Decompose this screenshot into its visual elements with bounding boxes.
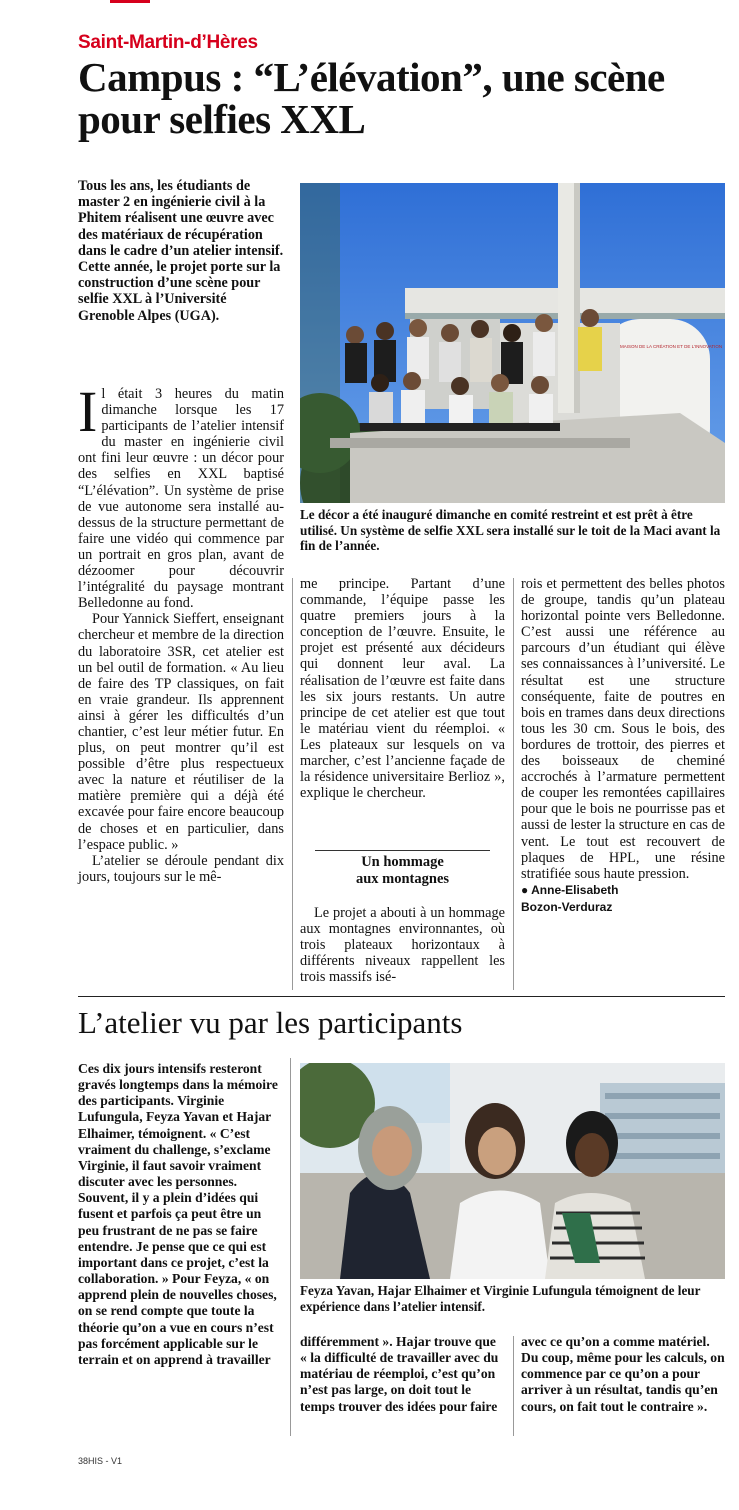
group-photo-illustration: [300, 183, 725, 503]
column-divider: [513, 578, 514, 990]
accent-bar: [110, 0, 150, 3]
participants-photo-illustration: [300, 1063, 725, 1279]
photo-1-caption: Le décor a été inauguré dimanche en comité restreint et est prêt à être utilisé. Un système de selfie XXL sera installé sur le toit de la Maci avant la fin de l’année.: [300, 507, 721, 553]
paragraph-3-start: L’atelier se déroule pendant dix jours, toujours sur le mê-: [78, 852, 284, 885]
photo-2-caption: Feyza Yavan, Hajar Elhaimer et Virginie Lufungula témoignent de leur expérience dans l’atelier intensif.: [300, 1283, 701, 1314]
column-divider: [290, 1058, 291, 1436]
article-lead: Tous les ans, les étudiants de master 2 en ingénierie civil à la Phitem réalisent une œuvre avec des matériaux de récupération dans le cadre d’un atelier intensif. Cette année, le projet porte sur la construction d’une scène pour selfie XXL à l’Université Grenoble Alpes (UGA).: [78, 178, 284, 324]
column-divider: [292, 578, 293, 990]
article-column-2-lower: [300, 905, 505, 985]
photo-three-participants: [300, 1063, 725, 1279]
page-code: 38HIS - V1: [78, 1456, 123, 1466]
paragraph-1: l était 3 heures du matin dimanche lorsque les 17 participants de l’atelier intensif du master en ingénierie civil ont fini leur œuvre : un décor pour des selfies en XXL baptisé “L’élévation”. Un système de prise de vue autonome sera installé au-dessus de la structure permettant de faire une vidéo qui commence par un portrait en gros plan, avant de dézoomer pour découvrir l’intégralité du paysage montrant Belledonne au fond.: [78, 386, 284, 612]
paragraph-3-continued: me principe. Partant d’une commande, l’équipe passe les quatre premiers jours à la conception de l’œuvre. Ensuite, le projet est présenté aux décideurs qui donnent leur aval. La réalisation de l’œuvre est faite dans les six jours restants. Un autre principe de cet atelier est que tout le matériau vient du réemploi. « Les plateaux sur lesquels on va marcher, c’est l’ancienne façade de la résidence universitaire Berlioz », explique le chercheur.: [300, 576, 505, 802]
paragraph-2: Pour Yannick Sieffert, enseignant chercheur et membre de la direction du laboratoire 3SR, cet atelier est un bel outil de formation. « Au lieu de faire des TP classiques, on fait en vraie grandeur. Ils apprennent ainsi à gérer les difficultés d’un chantier, c’est leur métier futur. En plus, on peut montrer qu’il est possible d’être plus respectueux avec la nature et réutiliser de la matière première qui a déjà été excavée pour faire encore beaucoup de choses et en particulier, dans l’espace public. »: [78, 611, 285, 853]
article-column-1: [78, 379, 285, 885]
section-2-column-1: Ces dix jours intensifs resteront gravés longtemps dans la mémoire des participants. Virginie Lufungula, Feyza Yavan et Hajar Elhaimer, témoignent. « C’est vraiment du challenge, s’exclame Virginie, il faut savoir vraiment discuter avec les personnes. Souvent, il y a plein d’idées qui fusent et parfois ça peut être un peu frustrant de ne pas se faire entendre. Je pense que ce qui est important dans ce projet, c’est la collaboration. » Pour Feyza, « on apprend plein de nouvelles choses, on se rend compte que toute la théorie qu’on a vue en cours n’est pas forcément applicable sur le terrain et on apprend à travailler: [78, 1061, 278, 1367]
location-kicker: Saint-Martin-d’Hères: [78, 32, 258, 53]
section-2-column-3: avec ce qu’on a comme matériel. Du coup, même pour les calculs, on commence par ce qu’on a pour arriver à un résultat, tandis qu’en cours, on fait tout le contraire ».: [521, 1334, 725, 1414]
building-sign: MAISON DE LA CRÉATION ET DE L’INNOVATION: [620, 344, 723, 349]
article-column-2: [300, 576, 505, 801]
column-divider: [513, 1336, 514, 1436]
section-divider: [78, 996, 725, 997]
subheading: Un hommage aux montagnes: [315, 850, 490, 888]
section-2-title: L’atelier vu par les participants: [78, 1005, 463, 1040]
drop-cap: I: [78, 379, 98, 444]
author-signature: ● Anne-Elisabeth Bozon-Verduraz: [521, 882, 619, 914]
headline: Campus : “L’élévation”, une scène pour selfies XXL: [78, 54, 665, 142]
paragraph-4-continued: rois et permettent des belles photos de groupe, tandis qu’un plateau horizontal pointe vers Belledonne. C’est aussi une référence au parcours d’un étudiant qui élève ses connaissances à l’université. Le résultat est une structure conséquente, faite de poutres en bois en trames dans deux directions tous les 30 cm. Sous le bois, des bordures de trottoir, des pierres et des boisseaux de cheminé accrochés à l’armature permettent de couper les remontées capillaires pour que le bois ne pourrisse pas et aussi de lester la structure en cas de vent. Le tout est recouvert de plaques de HPL, une résine stratifiée sous haute pression.: [521, 576, 725, 882]
section-2-column-2: différemment ». Hajar trouve que « la difficulté de travailler avec du matériau de réemploi, c’est qu’on n’est pas large, on doit tout le temps trouver des idées pour faire: [300, 1334, 499, 1414]
paragraph-4-start: Le projet a abouti à un hommage aux montagnes environnantes, où trois plateaux horizontaux à différents niveaux rappellent les trois massifs isé-: [300, 905, 505, 986]
article-column-3: [521, 576, 725, 916]
photo-group-selfie-stage: [300, 183, 725, 503]
